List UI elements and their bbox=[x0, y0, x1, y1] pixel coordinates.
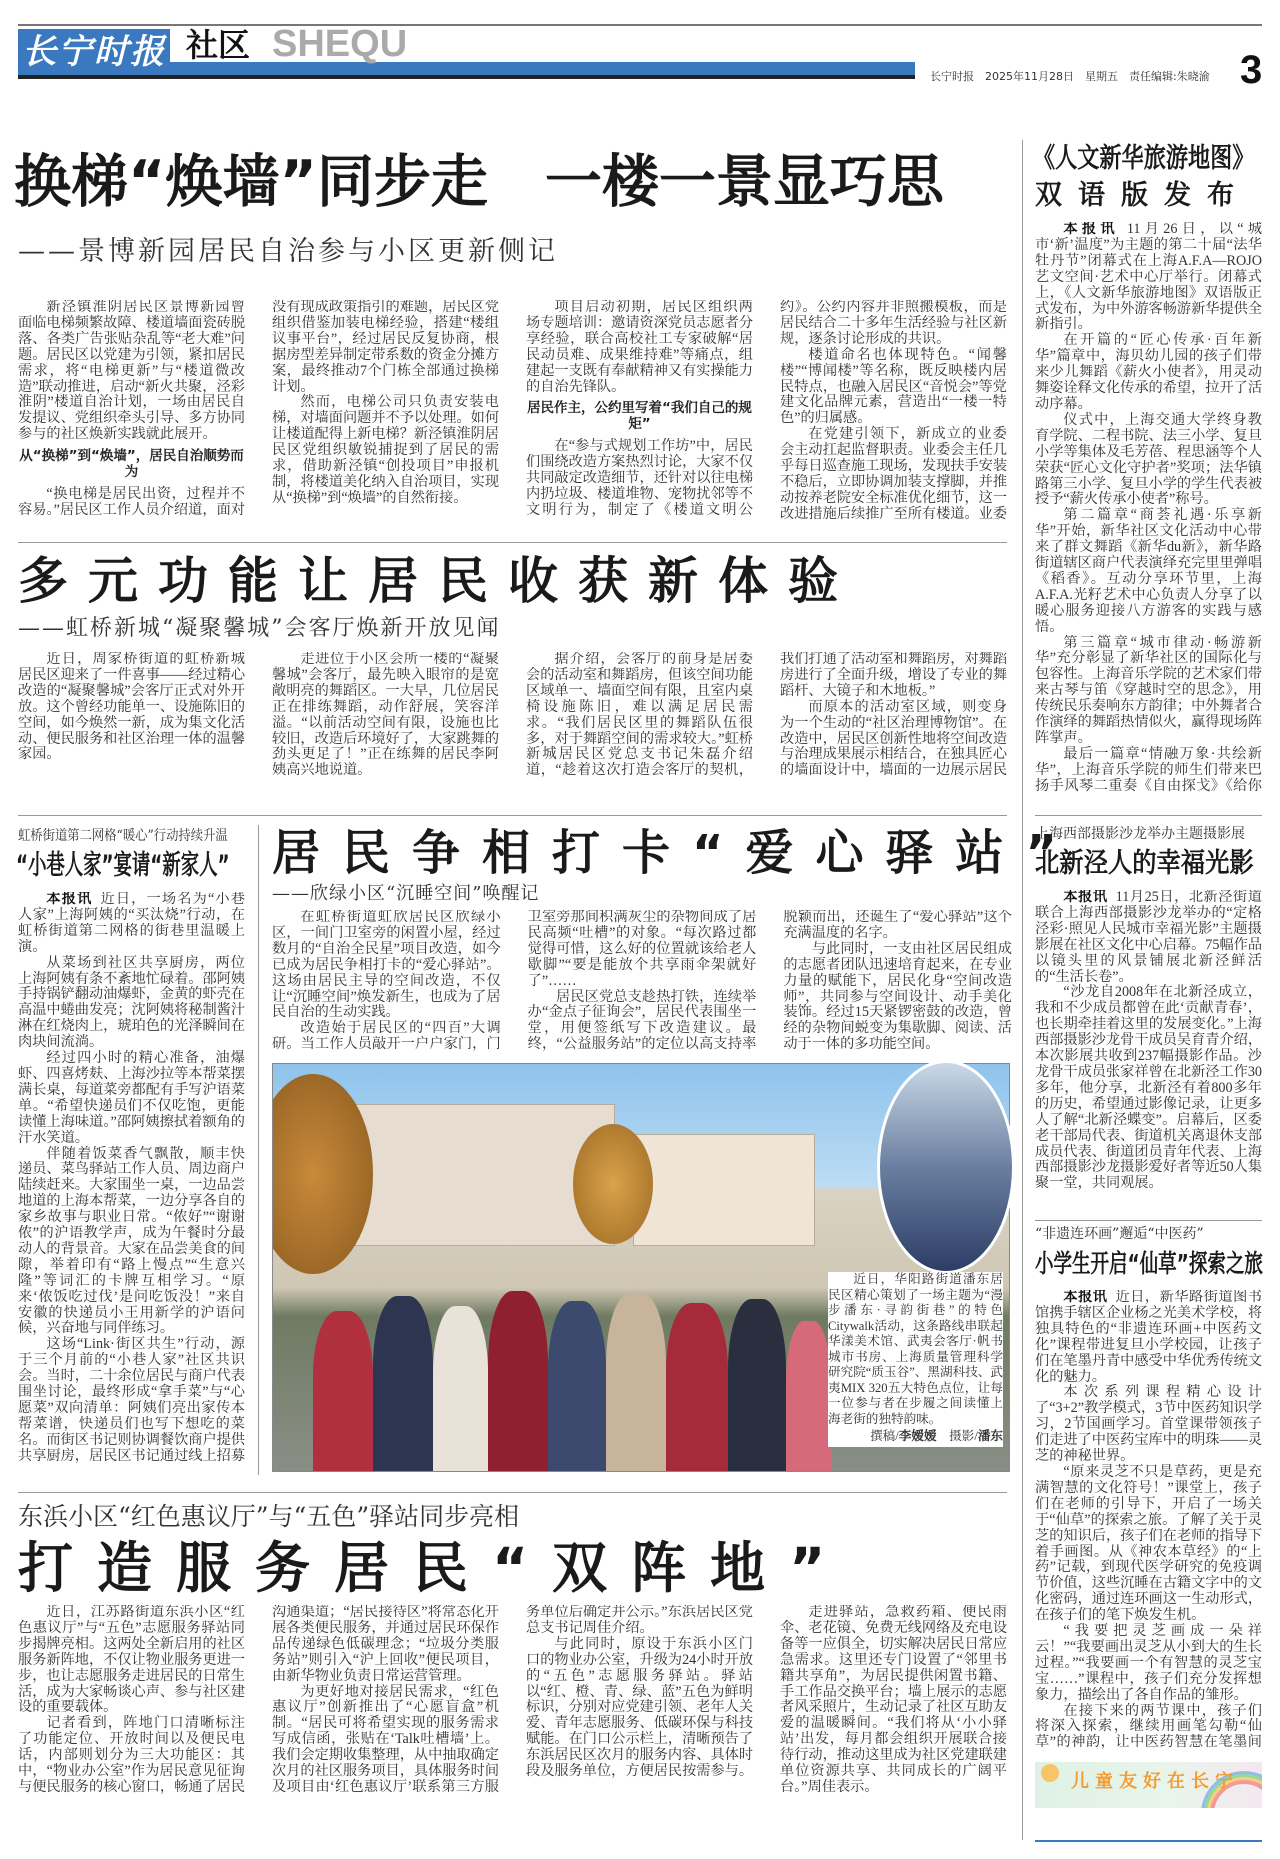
person bbox=[728, 1299, 786, 1471]
person bbox=[606, 1293, 666, 1471]
paragraph: 为更好地对接居民需求，“红色惠议厅”创新推出了“心愿盲盒”机制。“居民可将希望实现的服务需求写成信函，张贴在‘Talk吐槽墙’上。我们会定期收集整理，从中抽取确定次月的社区服务项目，具体服务时间及项目由‘红色惠议厅’联系第三方服务单位后确定并公示。”东浜居民区党总支书记周佳介绍。 bbox=[272, 1605, 753, 1795]
paragraph: 这场“Link·街区共生”行动，源于三个月前的“小巷人家”社区共识会。当时，二十余位居民与商户代表围坐讨论，最终形成“拿手菜”与“心愿菜”双向清单：阿姨们亮出家传本帮菜谱，快递员们也写下想吃的菜名。而街区书记则协调餐饮商户提供共享厨房，居民区书记通过线上招募 bbox=[18, 1336, 245, 1464]
paragraph: 近日，周家桥街道的虹桥新城居民区迎来了一件喜事——经过精心改造的“凝聚馨城”会客厅正式对外开放。这个曾经功能单一、设施陈旧的空间，如今焕然一新，成为集文化活动、便民服务和社区治理一体的温馨家园。 bbox=[18, 652, 246, 763]
paragraph: 据介绍，会客厅的前身是居委会的活动室和舞蹈房，但该空间功能区域单一、墙面空间有限，且室内桌椅设施陈旧，难以满足居民需求。“我们居民区里的舞蹈队伍很多，对于舞蹈空间的需求较大。”虹桥新城居民区党总支书记朱磊介绍道，“趁着这次打造会客厅的契机，我们打通了活动室和舞蹈房，对舞蹈房进行了全面升级，增设了专业的舞蹈杆、大镜子和木地板。” bbox=[526, 652, 1007, 779]
headline-r2: 北新泾人的幸福光影 bbox=[1035, 848, 1254, 879]
paragraph: 与此同时，一支由社区居民组成的志愿者团队迅速培育起来，在专业力量的赋能下，居民化身“空间改造师”，共同参与空间设计、动手美化装饰。经过15天紧锣密鼓的改造，曾经的杂物间蜕变为集歇脚、阅读、活动于一体的多功能空间。 bbox=[783, 940, 1012, 1053]
paragraph: 第二篇章“商荟礼遇·乐享新华”开始，新华社区文化活动中心带来了群文舞蹈《新华du新》，新华路街道辖区商户代表演绎充完里里弹唱《稻香》。互动分享环节里，上海A.F.A.光籽艺术中心负责人分享了以暖心服务迎接八方游客的实践与感悟。 bbox=[1035, 507, 1262, 635]
lead-label: 本报讯 bbox=[46, 892, 93, 907]
article-body-r1 bbox=[1035, 222, 1262, 800]
divider bbox=[18, 1492, 1007, 1493]
divider bbox=[18, 542, 1007, 543]
article-body-a1 bbox=[18, 300, 1007, 532]
sun-icon bbox=[1041, 1764, 1059, 1782]
paragraph: 在开篇的“匠心传承·百年新华”篇章中，海贝幼儿园的孩子们带来少儿舞蹈《薪火小使者》，用灵动舞姿诠释文化传承的希望，拉开了活动序幕。 bbox=[1035, 332, 1262, 412]
header-dark-bar bbox=[18, 75, 915, 79]
paragraph: 然而，电梯公司只负责安装电梯，对墙面问题并不予以处理。如何让楼道配得上新电梯？新泾镇淮阴居民区党组织敏锐捕捉到了居民的需求，借助新泾镇“创投项目”申报机制，将楼道美化纳入自治项目，实现从“换梯”到“焕墙”的自然衔接。 bbox=[272, 394, 500, 506]
newspaper-logo: 长宁时报 bbox=[18, 29, 170, 75]
paragraph bbox=[1035, 222, 1262, 333]
paragraph: 伴随着饭菜香气飘散，顺丰快递员、菜鸟驿站工作人员、周边商户陆续赶来。大家围坐一桌，一边品尝地道的上海本帮菜，一边分享各自的家乡故事与职业日常。“侬好”“谢谢侬”的沪语教学声，成为午餐时分最动人的背景音。大家在品尝美食的间隙，举着印有“路上慢点”“生意兴隆”等词汇的卡牌互相学习。“原来‘侬饭吃过伐’是问吃饭没！”来自安徽的快递员小王用新学的沪语问候，兴奋地与同伴练习。 bbox=[18, 1145, 245, 1337]
kicker-b1: 东浜小区“红色惠议厅”与“五色”驿站同步亮相 bbox=[18, 1502, 520, 1531]
paragraph: 在“参与式规划工作坊”中，居民们围绕改造方案热烈讨论，大家不仅共同敲定改造细节，还针对以往电梯内扔垃圾、楼道堆物、宠物扰邻等不文明行为，制定了《楼道文明公约》。公约内容并非照搬模板，而是居民结合二十多年生活经验与社区新规，逐条讨论形成的共识。 bbox=[526, 300, 1007, 518]
paragraph-text: 近日，新华路街道图书馆携手辖区企业杨之光美术学校，将独具特色的“非遗连环画+中医药文化”课程带进复旦小学校园，让孩子们在笔墨丹青中感受中华优秀传统文化的魅力。 bbox=[1035, 1290, 1262, 1385]
inset-photo bbox=[877, 1060, 1015, 1274]
person bbox=[548, 1301, 606, 1471]
divider bbox=[1035, 1220, 1262, 1221]
page-number: 3 bbox=[1240, 48, 1263, 92]
headline-a4: 居民争相打卡“爱心驿站” bbox=[272, 825, 1080, 881]
person bbox=[373, 1296, 433, 1471]
paragraph: 第三篇章“城市律动·畅游新华”充分彰显了新华社区的国际化与包容性。上海音乐学院的艺术家们带来古琴与笛《穿越时空的思念》，用传统民乐奏响东方韵律；中外舞者合作演绎的舞蹈热情似火，赢得现场阵阵掌声。 bbox=[1035, 634, 1262, 746]
headline-r3: 小学生开启“仙草”探索之旅 bbox=[1035, 1249, 1263, 1278]
photo-caption bbox=[828, 1272, 1003, 1447]
paragraph: 经过四小时的精心准备，油爆虾、四喜烤麸、上海沙拉等本帮菜摆满长桌，每道菜旁都配有手写沪语菜单。“希望快递员们不仅吃饱，更能读懂上海味道。”邵阿姨擦拭着额角的汗水笑道。 bbox=[18, 1050, 245, 1146]
paragraph: “换电梯是居民出资，过程并不容易。”居民区工作人员介绍道，面对没有现成政策指引的难题，居民区党组织借鉴加装电梯经验，搭建“楼组议事平台”，经过居民反复协商，根据房型差异制定带系数的资金分摊方案，最终推动7个门栋全部通过换梯计划。 bbox=[18, 300, 500, 518]
article-body-a4 bbox=[272, 910, 1012, 1060]
article-body-b1 bbox=[18, 1605, 1007, 1810]
kicker-r2: 上海西部摄影沙龙举办主题摄影展 bbox=[1035, 826, 1245, 842]
tree bbox=[573, 1124, 653, 1244]
credit-label: 撰稿/ bbox=[870, 1429, 899, 1443]
paragraph: 在接下来的两节课中，孩子们将深入探索，继续用画笔勾勒“仙草”的神韵，让中医药智慧在笔墨间 bbox=[1035, 1702, 1262, 1751]
column-divider bbox=[1022, 140, 1023, 1840]
writer-name: 李嫒嫒 bbox=[898, 1429, 937, 1443]
paragraph-text: 近日，一场名为“小巷人家”上海阿姨的“买汰烧”行动，在虹桥街道第二网格的街巷里温暖上演。 bbox=[18, 892, 245, 955]
paragraph: 记者看到，阵地门口清晰标注了功能定位、开放时间以及便民电话，内部则划分为三大功能区：其中，“物业办公室”作为居民意见征询与便民服务的核心窗口，畅通了居民沟通渠道；“居民接待区”将常态化开展各类便民服务，并通过居民环保作品传递绿色低碳理念；“垃圾分类服务站”则引入“沪上回收”便民项目，由新华物业负责日常运营管理。 bbox=[18, 1605, 500, 1795]
child-friendly-banner bbox=[1035, 1762, 1262, 1808]
paragraph: “沙龙自2008年在北新泾成立，我和不少成员都曾在此‘贡献青春’，也长期牵挂着这里的发展变化。”上海西部摄影沙龙骨干成员吴育青介绍，本次影展共收到237幅摄影作品。沙龙骨干成员张家祥曾在北新泾工作30多年，他分享，北新泾有着800多年的历史，希望通过影像记录，让更多人了解“北新泾蝶变”。启幕后，区委老干部局代表、街道机关离退休支部成员代表、街道团员青年代表、上海西部摄影沙龙摄影爱好者等近50人集聚一堂，共同观展。 bbox=[1035, 984, 1262, 1192]
paragraph: “我要把灵芝画成一朵祥云！”“我要画出灵芝从小到大的生长过程。”“我要画一个有智慧的灵芝宝宝……”课程中，孩子们充分发挥想象力，描绘出了各自作品的雏形。 bbox=[1035, 1623, 1262, 1703]
lead-label: 本报讯 bbox=[1063, 222, 1119, 237]
paragraph: 新泾镇淮阴居民区景博新园曾面临电梯频繁故障、楼道墙面瓷砖脱落、各类广告张贴杂乱等“老大难”问题。居民区以党建为引领，紧扣居民需求，将“电梯更新”与“楼道微改造”联动推进，启动“新火共聚，泾彩淮阴”楼道自治计划，一场由居民自发提议、党组织牵头引导、多方协同参与的社区焕新实践就此展开。 bbox=[18, 300, 246, 443]
lead-label: 本报讯 bbox=[1063, 1290, 1108, 1305]
headline-r1-line1: 《人文新华旅游地图》 bbox=[1033, 143, 1255, 174]
paragraph: 在虹桥街道虹欣居民区欣绿小区，一间门卫室旁的闲置小屋，经过数月的“自治全民星”项目改造，如今已成为居民争相打卡的“爱心驿站”。这场由居民主导的空间改造，不仅让“沉睡空间”焕发新生，也成为了居民自治的生动实践。 bbox=[272, 910, 501, 1021]
paragraph bbox=[1035, 1290, 1262, 1385]
divider bbox=[18, 815, 1007, 816]
paragraph: 楼道命名也体现特色。“闻馨楼”“博闻楼”等名称，既反映楼内居民特点，也融入居民区“音悦会”等党建文化品牌元素，营造出“一楼一特色”的归属感。 bbox=[780, 346, 1007, 427]
person bbox=[313, 1311, 373, 1471]
headline-r1-line2: 双语版发布 bbox=[1035, 180, 1250, 211]
paragraph bbox=[1035, 890, 1262, 985]
paragraph-text: 11月26日，以“城市‘新’温度”为主题的第二十届“法华牡丹节”闭幕式在上海A.F.A—ROJO艺文空间·艺术中心厅举行。闭幕式上，《人文新华旅游地图》双语版正式发布，为中外游客畅游新华提供全新指引。 bbox=[1035, 222, 1262, 333]
headline-a3: “小巷人家”宴请“新家人” bbox=[16, 850, 230, 881]
person bbox=[666, 1303, 728, 1471]
paragraph-text: 11月25日，北新泾街道联合上海西部摄影沙龙举办的“定格泾彩·照见人民城市幸福光影”主题摄影展在社区文化中心启幕。75幅作品以镜头里的风景铺展北新泾鲜活的“生活长卷”。 bbox=[1035, 890, 1262, 985]
kicker-a3: 虹桥街道第二网格“暖心”行动持续升温 bbox=[18, 828, 228, 844]
headline-b1: 打造服务居民“双阵地” bbox=[18, 1536, 850, 1600]
paragraph: 本次系列课程精心设计了“3+2”教学模式，3节中医药知识学习，2节国画学习。首堂课带领孩子们走进了中医药宝库中的明珠——灵芝的神秘世界。 bbox=[1035, 1384, 1262, 1465]
paragraph: 项目启动初期，居民区组织两场专题培训：邀请资深党员志愿者分享经验，联合高校社工专家破解“居民动员难、成果维持难”等痛点，组建起一支既有奉献精神又有实操能力的自治先锋队。 bbox=[526, 300, 754, 395]
paragraph: “原来灵芝不只是草药，更是充满智慧的文化符号！”课堂上，孩子们在老师的引导下，开启了一场关于“仙草”的探索之旅。了解了关于灵芝的知识后，孩子们在老师的指导下着手画图。从《神农本草经》的“上药”记载，到现代医学研究的免疫调节价值，这些沉睡在古籍文字中的文化密码，通过连环画这一生动形式，在孩子们的笔下焕发生机。 bbox=[1035, 1463, 1262, 1624]
photographer-name: 潘东 bbox=[977, 1429, 1003, 1443]
paragraph: 从菜场到社区共享厨房，两位上海阿姨有条不紊地忙碌着。邵阿姨手持锅铲翻动油爆虾，金黄的虾壳在高温中蜷曲发亮；沈阿姨将秘制酱汁淋在红烧肉上，琥珀色的光泽瞬间在肉块间流淌。 bbox=[18, 954, 245, 1051]
paragraph: 走进驿站，急救药箱、便民雨伞、老花镜、免费无线网络及充电设备等一应俱全，切实解决居民日常应急需求。这里还专门设置了“邻里书籍共享角”，为居民提供闲置书籍、手工作品交换平台；墙上展示的志愿者风采照片，生动记录了社区互助友爱的温暖瞬间。“我们将从‘小小驿站’出发，每月都会组织开展联合接待行动，推动这里成为社区党建联建单位资源共享、共同成长的广阔平台。”周佳表示。 bbox=[780, 1605, 1007, 1795]
subtitle-a4: ——欣绿小区“沉睡空间”唤醒记 bbox=[272, 883, 540, 904]
subheading: 从“换梯”到“焕墙”，居民自治顺势而为 bbox=[19, 448, 244, 481]
credit-label: 摄影/ bbox=[949, 1429, 978, 1443]
paragraph bbox=[18, 892, 245, 956]
date-line: 长宁时报 2025年11月28日 星期五 责任编辑:朱晓渝 bbox=[930, 70, 1210, 83]
paragraph: 而原本的活动室区域，则变身为一个生动的“社区治理博物馆”。在改造中，居民区创新性地将空间改造与治理成果展示相结合，在独具匠心的墙面设计中，墙面的一边展示居民 bbox=[780, 698, 1007, 779]
kicker-r3: “非遗连环画”邂逅“中医药” bbox=[1035, 1226, 1204, 1242]
article-body-r2 bbox=[1035, 890, 1262, 1212]
headline-a1: 换梯“焕墙”同步走 一楼一景显巧思 bbox=[14, 149, 944, 215]
section-name-en: SHEQU bbox=[272, 23, 408, 65]
paragraph: 走进位于小区会所一楼的“凝聚馨城”会客厅，最先映入眼帘的是宽敞明亮的舞蹈区。一大早，几位居民正在排练舞蹈，动作舒展，笑容洋溢。“以前活动空间有限，设施也比较旧，改造后环境好了，大家跳舞的劲头更足了！”正在练舞的居民李阿姨高兴地说道。 bbox=[272, 652, 500, 779]
person bbox=[433, 1306, 488, 1471]
column-divider bbox=[258, 825, 259, 1475]
paragraph: 改造始于居民区的“四百”大调研。当工作人员敲开一户户家门，门卫室旁那间积满灰尘的杂物间成了居民高频“吐槽”的对象。“每次路过都觉得可惜，这么好的位置就该给老人歇脚”“要是能放个共享雨伞架就好了”…… bbox=[272, 910, 757, 1053]
article-body-a3 bbox=[18, 892, 245, 1477]
caption-text: 近日，华阳路街道潘东居民区精心策划了一场主题为“漫步潘东·寻韵街巷”的特色Citywalk活动，这条路线串联起华漾美术馆、武夷会客厅·帆书城市书房、上海质量管理科学研究院“质玉谷”、黑湖科技、武夷MIX 320五大特色点位，让每一位参与者在步履之间读懂上海老街的独特韵味。 bbox=[828, 1272, 1003, 1426]
building bbox=[633, 1134, 815, 1246]
subtitle-a2: ——虹桥新城“凝聚馨城”会客厅焕新开放见闻 bbox=[18, 616, 501, 641]
paragraph: 最后一篇章“情融万象·共绘新华”，上海音乐学院的师生们带来巴扬手风琴二重奏《自由探戈》《给你 bbox=[1035, 745, 1262, 794]
person bbox=[786, 1321, 831, 1471]
person bbox=[488, 1291, 548, 1471]
paragraph: 居民区党总支趁热打铁，连续举办“金点子征询会”，居民代表围坐一堂，用便签纸写下改造建议。最终，“公益服务站”的定位以高支持率脱颖而出，还诞生了“爱心驿站”这个充满温度的名字。 bbox=[527, 910, 1012, 1053]
headline-a2: 多元功能让居民收获新体验 bbox=[18, 552, 858, 610]
subheading: 居民作主，公约里写着“我们自己的规矩” bbox=[527, 400, 752, 433]
paragraph: 仪式中，上海交通大学终身教育学院、二程书院、法三小学、复旦小学等集体及毛芳蓓、程思涵等个人荣获“匠心文化守护者”奖项；法华镇路第三小学、复旦小学的学生代表被授予“薪火传承小使者”称号。 bbox=[1035, 411, 1262, 508]
subtitle-a1: ——景博新园居民自治参与小区更新侧记 bbox=[18, 236, 558, 267]
article-body-r3 bbox=[1035, 1290, 1262, 1756]
article-body-a2 bbox=[18, 652, 1007, 794]
paragraph: 在党建引领下，新成立的业委会主动扛起监督职责。业委会主任几乎每日巡查施工现场，发现扶手安装不稳后，立即协调加装支撑脚，并推动按养老院安全标准优化细节，这一改进措施后续推广至所有楼道。业委 bbox=[780, 426, 1007, 522]
banner-text: 儿童友好在长宁 bbox=[1071, 1771, 1239, 1792]
section-name: 社区 bbox=[186, 26, 251, 64]
paragraph: 近日，江苏路街道东浜小区“红色惠议厅”与“五色”志愿服务驿站同步揭牌亮相。这两处全新启用的社区服务新阵地，不仅让物业服务更进一步，也让志愿服务走进居民的日常生活，成为大家畅谈心声、参与社区建设的重要载体。 bbox=[18, 1605, 246, 1716]
bottom-rule bbox=[1035, 1840, 1262, 1842]
caption-credit bbox=[828, 1429, 1003, 1445]
divider bbox=[1035, 815, 1262, 816]
paragraph: 与此同时，原设于东浜小区门口的物业办公室，升级为24小时开放的“五色”志愿服务驿站。驿站以“红、橙、青、绿、蓝”五色为鲜明标识，分别对应党建引领、老年人关爱、青年志愿服务、低碳环保与科技赋能。在门口公示栏上，清晰预告了东浜居民区次月的服务内容、具体时段及服务单位，方便居民按需参与。 bbox=[526, 1635, 754, 1780]
lead-label: 本报讯 bbox=[1063, 890, 1108, 905]
